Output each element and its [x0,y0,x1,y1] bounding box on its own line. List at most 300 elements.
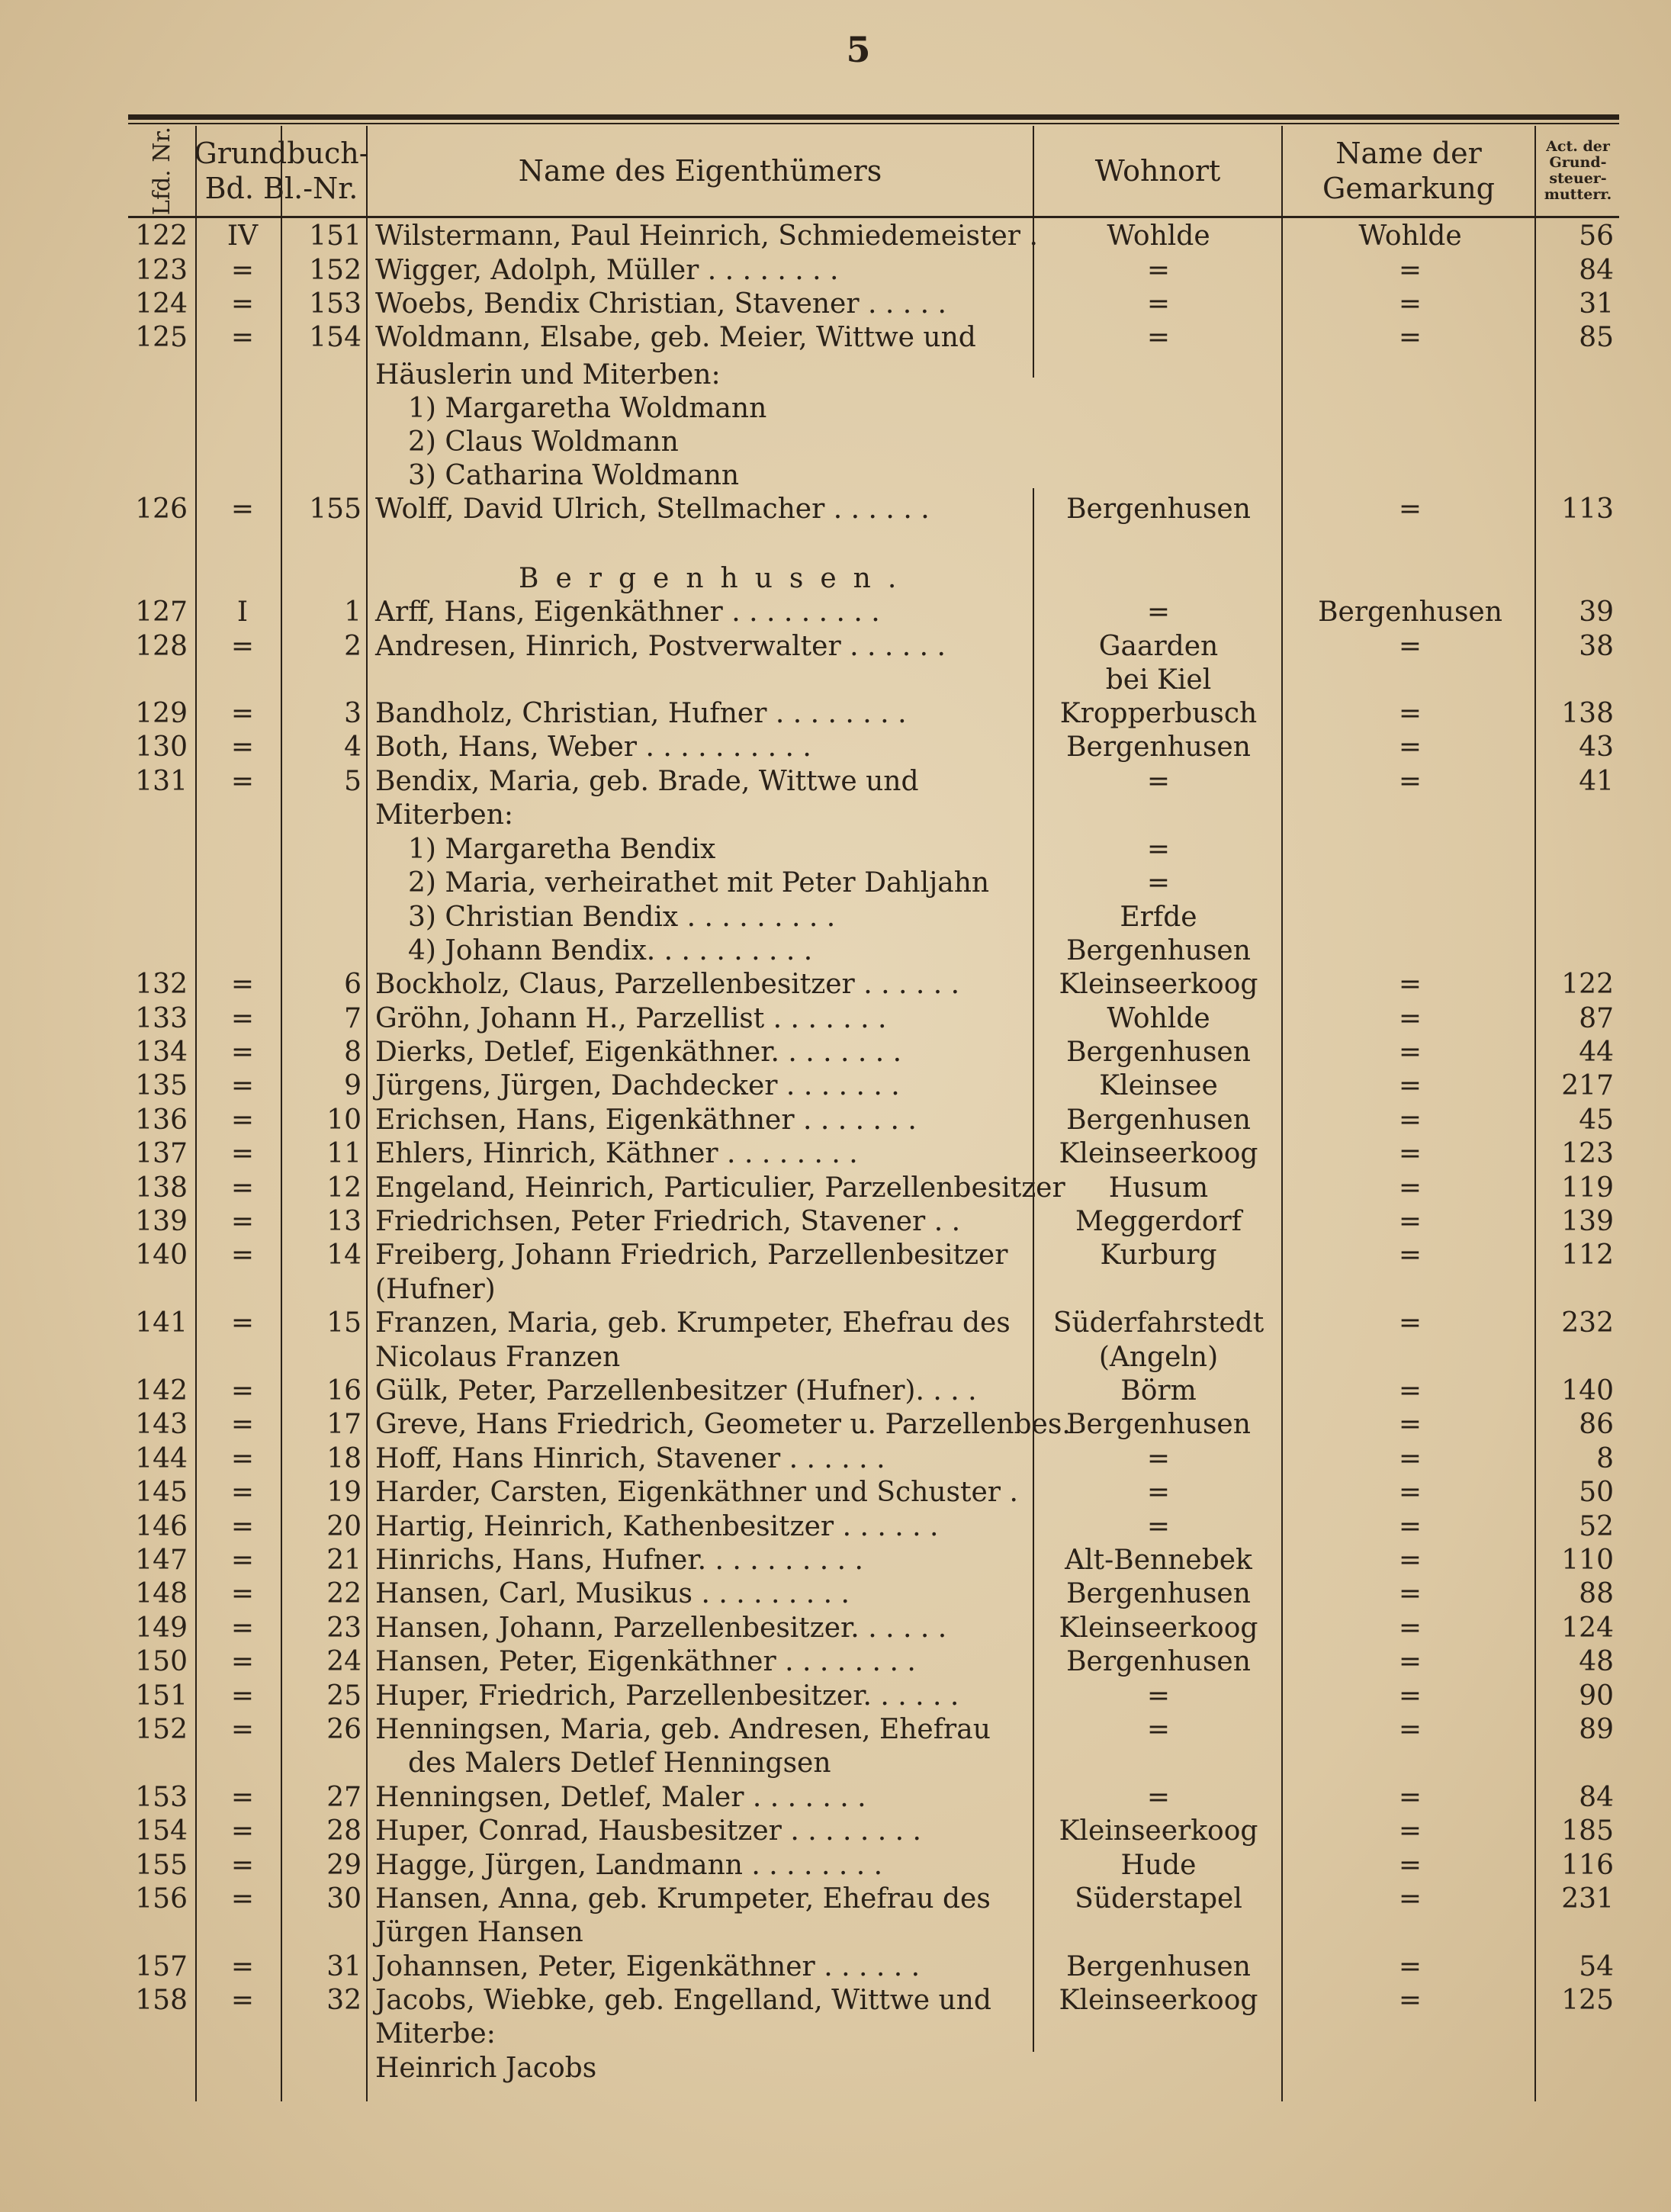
owner-name: 3) Christian Bendix . . . . . . . . . [408,902,836,933]
section-title: Bergenhusen. [519,563,914,594]
act-number: 39 [1579,596,1614,628]
grundbuch-band: = [230,1375,255,1407]
owner-name: Bandholz, Christian, Hufner . . . . . . . . [375,698,907,729]
row-number: 128 [135,631,188,662]
owner-name: 1) Margaretha Woldmann [408,393,767,424]
act-number: 87 [1579,1003,1614,1034]
owner-name: Häuslerin und Miterben: [375,359,721,391]
grundbuch-band: = [230,1037,255,1068]
grundbuch-band: = [230,1782,255,1813]
wohnort: = [1146,1511,1171,1542]
gemarkung: = [1398,1206,1422,1237]
grundbuch-band: = [230,1646,255,1677]
act-number: 88 [1579,1578,1614,1609]
grundbuch-blatt: 2 [344,631,362,662]
gemarkung: = [1398,1138,1422,1169]
gemarkung: = [1398,322,1422,353]
grundbuch-blatt: 14 [326,1239,362,1271]
grundbuch-blatt: 25 [326,1680,362,1712]
owner-name: Bockholz, Claus, Parzellenbesitzer . . . . . . [375,969,960,1000]
act-number: 85 [1579,322,1614,353]
grundbuch-blatt: 8 [344,1037,362,1068]
owner-name: Franzen, Maria, geb. Krumpeter, Ehefrau des [375,1307,1011,1339]
grundbuch-band: = [230,1070,255,1101]
table-top-rule [128,114,1619,120]
owner-name: Dierks, Detlef, Eigenkäthner. . . . . . . . [375,1037,902,1068]
owner-name: 2) Claus Woldmann [408,426,679,458]
grundbuch-blatt: 22 [326,1578,362,1609]
grundbuch-blatt: 27 [326,1782,362,1813]
act-number: 110 [1561,1545,1614,1576]
owner-name: Hinrichs, Hans, Hufner. . . . . . . . . . [375,1545,864,1576]
table-row [0,1713,1671,1747]
owner-name: Huper, Conrad, Hausbesitzer . . . . . . . . [375,1815,921,1847]
table-row [0,1172,1671,1205]
table-top-rule-thin [128,123,1619,124]
table-row [0,1984,1671,2017]
grundbuch-band: = [230,1138,255,1169]
row-number: 126 [135,494,188,525]
table-row [0,1680,1671,1713]
wohnort: bei Kiel [1105,664,1212,696]
row-number: 122 [135,220,188,252]
gemarkung: = [1398,1612,1422,1644]
table-row [0,288,1671,321]
owner-name: Wigger, Adolph, Müller . . . . . . . . [375,255,839,286]
owner-name: Gröhn, Johann H., Parzellist . . . . . . . [375,1003,887,1034]
wohnort: = [1146,867,1171,899]
gemarkung: = [1398,494,1422,525]
owner-name: Woldmann, Elsabe, geb. Meier, Wittwe und [375,322,976,353]
table-row [0,1747,1671,1780]
grundbuch-band: = [230,1443,255,1474]
owner-name: Hansen, Anna, geb. Krumpeter, Ehefrau des [375,1883,991,1915]
grundbuch-band: = [230,1003,255,1034]
gemarkung: Wohlde [1358,220,1462,252]
owner-name: Wolff, David Ulrich, Stellmacher . . . . . . [375,494,930,525]
owner-name: 3) Catharina Woldmann [408,460,740,491]
owner-name: des Malers Detlef Henningsen [408,1747,831,1779]
header-name: Name des Eigenthümers [518,154,882,188]
grundbuch-band: IV [227,220,259,252]
owner-name: 4) Johann Bendix. . . . . . . . . . [408,935,813,966]
table-row [0,1442,1671,1476]
grundbuch-blatt: 12 [326,1172,362,1204]
gemarkung: = [1398,1037,1422,1068]
act-number: 56 [1579,220,1614,252]
grundbuch-blatt: 26 [326,1714,362,1745]
owner-name: Friedrichsen, Peter Friedrich, Stavener . . [375,1206,961,1237]
owner-name: Hansen, Johann, Parzellenbesitzer. . . . . . [375,1612,947,1644]
grundbuch-band: = [230,255,255,286]
grundbuch-blatt: 24 [326,1646,362,1677]
row-number: 123 [135,255,188,286]
owner-name: Freiberg, Johann Friedrich, Parzellenbesitzer [375,1239,1008,1271]
owner-name: Heinrich Jacobs [375,2053,597,2084]
grundbuch-band: = [230,494,255,525]
table-row [0,1950,1671,1984]
gemarkung: = [1398,1104,1422,1136]
gemarkung: = [1398,1375,1422,1407]
act-number: 31 [1579,288,1614,320]
act-number: 113 [1561,494,1614,525]
grundbuch-band: = [230,1307,255,1339]
gemarkung: = [1398,1070,1422,1101]
wohnort: Kleinseerkoog [1059,969,1258,1000]
owner-name: Harder, Carsten, Eigenkäthner und Schuster . [375,1477,1018,1508]
grundbuch-blatt: 5 [344,766,362,797]
row-number: 150 [135,1646,188,1677]
grundbuch-band: = [230,1409,255,1440]
row-number: 137 [135,1138,188,1169]
grundbuch-blatt: 153 [309,288,362,320]
owner-name: Both, Hans, Weber . . . . . . . . . . [375,731,811,763]
table-row [0,321,1671,355]
table-row [0,1307,1671,1340]
table-row [0,1544,1671,1577]
header-act: Act. der Grund- steuer- mutterr. [1544,138,1612,203]
act-number: 84 [1579,255,1614,286]
grundbuch-band: = [230,322,255,353]
grundbuch-band: = [230,1545,255,1576]
table-row [0,1781,1671,1815]
wohnort: Kurburg [1100,1239,1217,1271]
owner-name: Hartig, Heinrich, Kathenbesitzer . . . . . . [375,1511,939,1542]
grundbuch-band: = [230,1477,255,1508]
header-nr: Lfd. Nr. [149,126,176,216]
gemarkung: = [1398,631,1422,662]
grundbuch-band: = [230,1714,255,1745]
owner-name: Henningsen, Maria, geb. Andresen, Ehefrau [375,1714,991,1745]
gemarkung: = [1398,1545,1422,1576]
table-row [0,901,1671,934]
table-row [0,1815,1671,1848]
wohnort: Alt-Bennebek [1065,1545,1252,1576]
row-number: 151 [135,1680,188,1712]
row-number: 136 [135,1104,188,1136]
table-row [0,1239,1671,1272]
gemarkung: = [1398,1646,1422,1677]
act-number: 231 [1561,1883,1614,1915]
table-row [0,459,1671,493]
wohnort: = [1146,1680,1171,1712]
owner-name: Jürgen Hansen [375,1917,583,1948]
row-number: 148 [135,1578,188,1609]
wohnort: Kleinseerkoog [1059,1815,1258,1847]
owner-name: Gülk, Peter, Parzellenbesitzer (Hufner). . . . [375,1375,977,1407]
owner-name: Henningsen, Detlef, Maler . . . . . . . [375,1782,866,1813]
gemarkung: = [1398,1985,1422,2016]
grundbuch-band: = [230,731,255,763]
gemarkung: = [1398,1951,1422,1982]
wohnort: = [1146,322,1171,353]
grundbuch-blatt: 7 [344,1003,362,1034]
row-number: 147 [135,1545,188,1576]
wohnort: Börm [1120,1375,1197,1407]
row-number: 157 [135,1951,188,1982]
owner-name: Miterbe: [375,2018,496,2050]
row-number: 145 [135,1477,188,1508]
act-number: 38 [1579,631,1614,662]
grundbuch-blatt: 6 [344,969,362,1000]
act-number: 86 [1579,1409,1614,1440]
gemarkung: = [1398,731,1422,763]
act-number: 112 [1561,1239,1614,1271]
row-number: 143 [135,1409,188,1440]
gemarkung: = [1398,698,1422,729]
owner-name: Hoff, Hans Hinrich, Stavener . . . . . . [375,1443,885,1474]
grundbuch-band: = [230,288,255,320]
owner-name: 1) Margaretha Bendix [408,834,716,865]
owner-name: Erichsen, Hans, Eigenkäthner . . . . . . . [375,1104,917,1136]
row-number: 124 [135,288,188,320]
act-number: 90 [1579,1680,1614,1712]
wohnort: Hude [1120,1850,1197,1881]
row-number: 130 [135,731,188,763]
gemarkung: = [1398,969,1422,1000]
grundbuch-band: = [230,1511,255,1542]
grundbuch-blatt: 19 [326,1477,362,1508]
owner-name: Bendix, Maria, geb. Brade, Wittwe und [375,766,919,797]
owner-name: Hansen, Carl, Musikus . . . . . . . . . [375,1578,850,1609]
wohnort: Meggerdorf [1075,1206,1242,1237]
gemarkung: = [1398,288,1422,320]
act-number: 116 [1561,1850,1614,1881]
gemarkung: = [1398,255,1422,286]
owner-name: Huper, Friedrich, Parzellenbesitzer. . . . . . [375,1680,959,1712]
grundbuch-band: = [230,1612,255,1644]
table-row [0,1476,1671,1509]
wohnort: Kleinsee [1099,1070,1218,1101]
table-row [0,358,1671,392]
gemarkung: = [1398,1172,1422,1204]
wohnort: Gaarden [1098,631,1219,662]
table-row [0,1577,1671,1611]
gemarkung: = [1398,1578,1422,1609]
owner-name: Nicolaus Franzen [375,1342,621,1373]
table-row [0,1205,1671,1239]
grundbuch-blatt: 32 [326,1985,362,2016]
row-number: 141 [135,1307,188,1339]
row-number: 132 [135,969,188,1000]
gemarkung: = [1398,1477,1422,1508]
grundbuch-band: = [230,631,255,662]
grundbuch-band: = [230,766,255,797]
table-row [0,1612,1671,1645]
owner-name: Wilstermann, Paul Heinrich, Schmiedemeister . [375,220,1038,252]
act-number: 50 [1579,1477,1614,1508]
table-row [0,1104,1671,1137]
act-number: 217 [1561,1070,1614,1101]
gemarkung: = [1398,1239,1422,1271]
row-number: 133 [135,1003,188,1034]
wohnort: Kleinseerkoog [1059,1985,1258,2016]
grundbuch-blatt: 9 [344,1070,362,1101]
act-number: 185 [1561,1815,1614,1847]
act-number: 84 [1579,1782,1614,1813]
header-gemarkung: Name der Gemarkung [1322,137,1495,205]
header-bottom-rule [128,216,1619,218]
table-row [0,392,1671,426]
table-row [0,2052,1671,2085]
gemarkung: = [1398,1850,1422,1881]
grundbuch-blatt: 151 [309,220,362,252]
table-row [0,1849,1671,1882]
table-row [0,1408,1671,1442]
grundbuch-blatt: 155 [309,494,362,525]
owner-name: Jürgens, Jürgen, Dachdecker . . . . . . . [375,1070,900,1101]
grundbuch-blatt: 28 [326,1815,362,1847]
table-row [0,1002,1671,1036]
grundbuch-blatt: 29 [326,1850,362,1881]
row-number: 125 [135,322,188,353]
grundbuch-blatt: 20 [326,1511,362,1542]
act-number: 48 [1579,1646,1614,1677]
table-row [0,664,1671,697]
grundbuch-band: = [230,1104,255,1136]
wohnort: Erfde [1120,902,1197,933]
wohnort: Bergenhusen [1066,1037,1251,1068]
table-row [0,765,1671,799]
owner-name: (Hufner) [375,1274,496,1305]
table-row [0,220,1671,253]
act-number: 54 [1579,1951,1614,1982]
wohnort: = [1146,1714,1171,1745]
wohnort: Bergenhusen [1066,1578,1251,1609]
gemarkung: = [1398,1782,1422,1813]
wohnort: Bergenhusen [1066,1104,1251,1136]
owner-name: Engeland, Heinrich, Particulier, Parzellenbesitzer [375,1172,1065,1204]
grundbuch-blatt: 16 [326,1375,362,1407]
act-number: 44 [1579,1037,1614,1068]
grundbuch-blatt: 15 [326,1307,362,1339]
grundbuch-band: = [230,698,255,729]
wohnort: Wohlde [1107,1003,1210,1034]
act-number: 45 [1579,1104,1614,1136]
act-number: 41 [1579,766,1614,797]
owner-name: Ehlers, Hinrich, Käthner . . . . . . . . [375,1138,858,1169]
wohnort: = [1146,1782,1171,1813]
wohnort: Bergenhusen [1066,1646,1251,1677]
owner-name: Johannsen, Peter, Eigenkäthner . . . . . . [375,1951,921,1982]
row-number: 135 [135,1070,188,1101]
table-row [0,833,1671,866]
wohnort: Wohlde [1107,220,1210,252]
owner-name: Woebs, Bendix Christian, Stavener . . . . . [375,288,947,320]
grundbuch-blatt: 10 [326,1104,362,1136]
gemarkung: = [1398,1680,1422,1712]
wohnort: Bergenhusen [1066,935,1251,966]
grundbuch-blatt: 17 [326,1409,362,1440]
grundbuch-blatt: 11 [326,1138,362,1169]
grundbuch-blatt: 21 [326,1545,362,1576]
act-number: 119 [1561,1172,1614,1204]
grundbuch-band: = [230,1985,255,2016]
gemarkung: = [1398,1714,1422,1745]
act-number: 138 [1561,698,1614,729]
row-number: 129 [135,698,188,729]
gemarkung: = [1398,1409,1422,1440]
table-row [0,1069,1671,1103]
grundbuch-band: = [230,1172,255,1204]
grundbuch-blatt: 4 [344,731,362,763]
grundbuch-blatt: 23 [326,1612,362,1644]
header-wohnort: Wohnort [1094,154,1221,188]
row-number: 134 [135,1037,188,1068]
row-number: 146 [135,1511,188,1542]
wohnort: = [1146,1477,1171,1508]
table-row [0,1036,1671,1069]
gemarkung: = [1398,1443,1422,1474]
act-number: 140 [1561,1375,1614,1407]
row-number: 142 [135,1375,188,1407]
act-number: 123 [1561,1138,1614,1169]
table-row [0,799,1671,832]
table-row [0,1374,1671,1408]
table-row [0,1510,1671,1544]
table-row [0,934,1671,968]
wohnort: = [1146,1443,1171,1474]
wohnort: Bergenhusen [1066,1951,1251,1982]
page-number: 5 [846,29,871,70]
act-number: 124 [1561,1612,1614,1644]
wohnort: Süderfahrstedt [1052,1307,1264,1339]
gemarkung: = [1398,766,1422,797]
owner-name: Hansen, Peter, Eigenkäthner . . . . . . . . [375,1646,916,1677]
row-number: 149 [135,1612,188,1644]
wohnort: Süderstapel [1075,1883,1242,1915]
grundbuch-blatt: 3 [344,698,362,729]
owner-name: 2) Maria, verheirathet mit Peter Dahljahn [408,867,990,899]
table-row [0,1137,1671,1171]
owner-name: Miterben: [375,799,514,831]
row-number: 153 [135,1782,188,1813]
gemarkung: Bergenhusen [1318,596,1502,628]
wohnort: Bergenhusen [1066,1409,1251,1440]
grundbuch-band: = [230,1951,255,1982]
grundbuch-blatt: 18 [326,1443,362,1474]
row-number: 158 [135,1985,188,2016]
wohnort: = [1146,834,1171,865]
act-number: 139 [1561,1206,1614,1237]
wohnort: = [1146,288,1171,320]
table-row [0,697,1671,731]
gemarkung: = [1398,1883,1422,1915]
table-row [0,493,1671,526]
grundbuch-band: = [230,969,255,1000]
table-row [0,1916,1671,1950]
row-number: 127 [135,596,188,628]
act-number: 232 [1561,1307,1614,1339]
grundbuch-band: = [230,1578,255,1609]
owner-name: Arff, Hans, Eigenkäthner . . . . . . . . . [375,596,880,628]
wohnort: Kleinseerkoog [1059,1612,1258,1644]
act-number: 122 [1561,969,1614,1000]
row-number: 156 [135,1883,188,1915]
row-number: 144 [135,1443,188,1474]
row-number: 152 [135,1714,188,1745]
row-number: 139 [135,1206,188,1237]
grundbuch-band: = [230,1883,255,1915]
act-number: 43 [1579,731,1614,763]
grundbuch-band: = [230,1815,255,1847]
act-number: 125 [1561,1985,1614,2016]
act-number: 8 [1596,1443,1614,1474]
grundbuch-band: = [230,1206,255,1237]
owner-name: Hagge, Jürgen, Landmann . . . . . . . . [375,1850,883,1881]
row-number: 154 [135,1815,188,1847]
header-grundbuch: Grundbuch- Bd. Bl.-Nr. [194,137,369,205]
